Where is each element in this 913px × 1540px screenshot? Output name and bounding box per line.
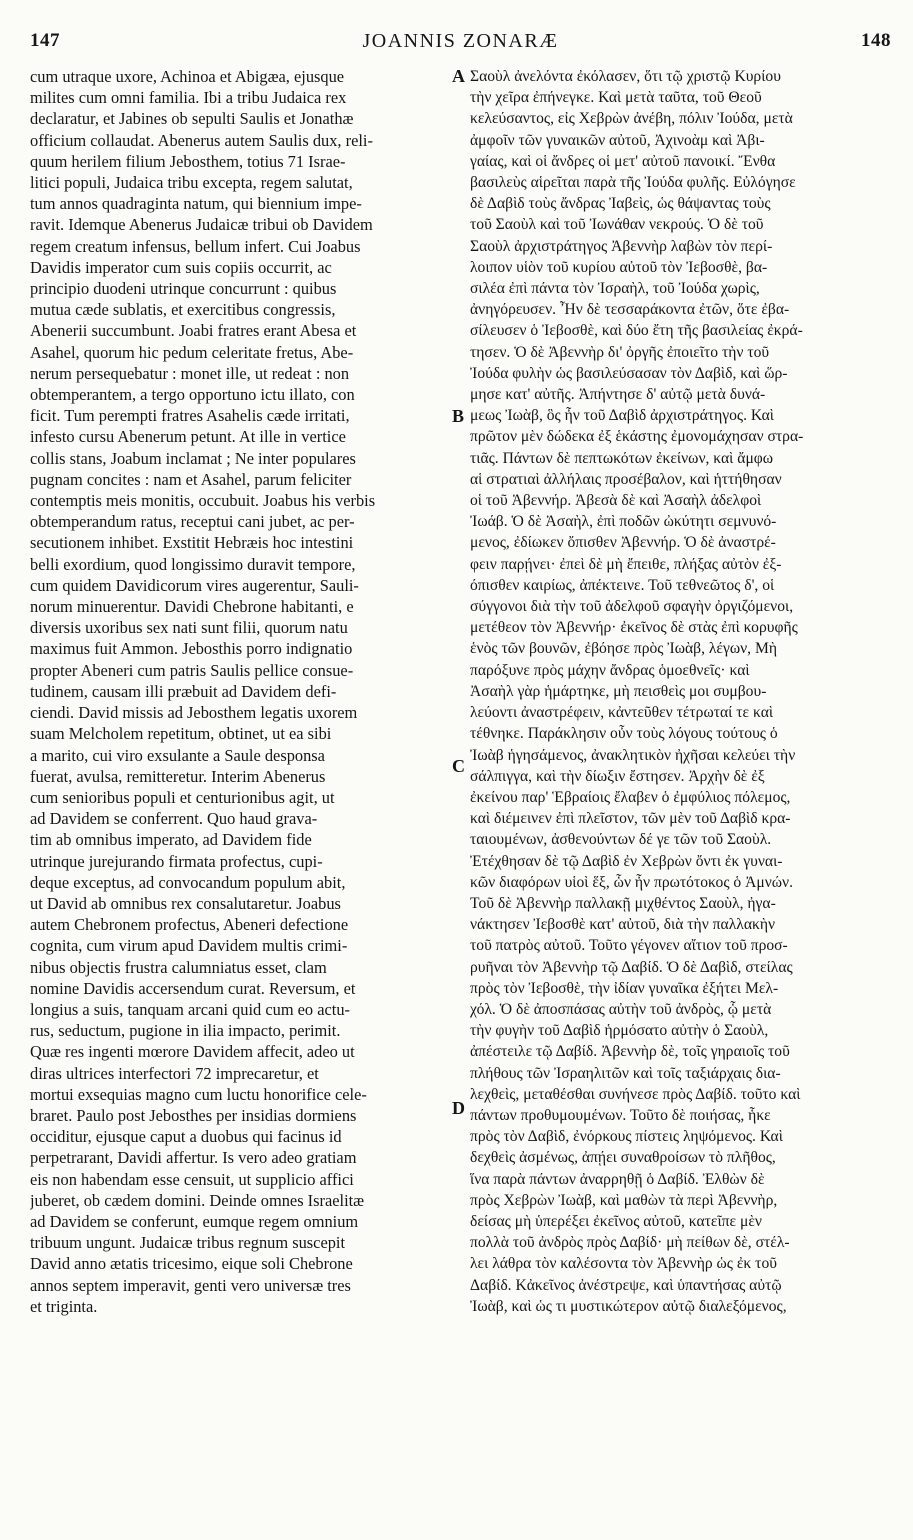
- section-marker: A: [452, 66, 465, 86]
- greek-text-line: κῶν διαφόρων υἱοὶ ἕξ, ὧν ἦν πρωτότοκος ὁ Ἀμνών.: [470, 873, 794, 891]
- greek-text-line: φειν παρῄνει· ἐπεὶ δὲ μὴ ἔπειθε, πλήξας αὐτὸν ἐξ-: [470, 555, 782, 573]
- greek-text-line: καὶ διέμεινεν ἐπὶ πλεῖστον, τῶν μὲν τοῦ Δαβὶδ κρα-: [470, 810, 791, 828]
- greek-text-line: ἑνὸς τῶν βουνῶν, ἐβόησε πρὸς Ἰωὰβ, λέγων, Μὴ: [470, 640, 778, 658]
- latin-text-line: braret. Paulo post Jebosthes per insidias dormiens: [30, 1105, 357, 1125]
- latin-text-line: cum senioribus populi et centurionibus agit, ut: [30, 787, 335, 807]
- greek-text-line: Ἰωὰβ ἡγησάμενος, ἀνακλητικὸν ἠχῆσαι κελεύει τὴν: [470, 746, 796, 764]
- greek-text-line: ἀμφοῖν τῶν γυναικῶν αὐτοῦ, Ἀχινοὰμ καὶ Ἀβι-: [470, 131, 765, 149]
- latin-text-line: ciendi. David missis ad Jebosthem legatis uxorem: [30, 703, 358, 723]
- latin-text-line: ficit. Tum perempti fratres Asahelis cæde irritati,: [30, 406, 350, 426]
- greek-text-line: τησεν. Ὁ δὲ Ἀβεννὴρ δι' ὀργῆς ἐποιεῖτο τὴν τοῦ: [470, 343, 770, 361]
- greek-text-line: πρὸς Χεβρὼν Ἰωὰβ, καὶ μαθὼν τὰ περὶ Ἀβεννὴρ,: [470, 1191, 778, 1209]
- latin-text-line: belli exordium, quod longissimo duravit tempore,: [30, 554, 356, 574]
- greek-text-line: οἱ τοῦ Ἀβεννήρ. Ἀβεσὰ δὲ καὶ Ἀσαὴλ ἀδελφοὶ: [470, 492, 762, 510]
- latin-text-line: longius a suis, tanquam arcani quid cum eo actu-: [30, 999, 350, 1019]
- latin-text-line: rus, seductum, pugione in ilia impacto, perimit.: [30, 1021, 341, 1041]
- latin-text-line: Asahel, quorum hic pedum celeritate fretus, Abe-: [30, 342, 354, 362]
- greek-text-line: Ἐτέχθησαν δὲ τῷ Δαβὶδ ἐν Χεβρὼν ὄντι ἐκ γυναι-: [470, 852, 783, 870]
- greek-text-line: πρῶτον μὲν δώδεκα ἐξ ἑκάστης ἐμονομάχησαν στρα-: [470, 428, 804, 446]
- latin-text-line: infesto cursu Abenerum petunt. At ille in vertice: [30, 427, 346, 447]
- latin-text-line: Abenerii succumbunt. Joabi fratres erant Abesa et: [30, 321, 357, 341]
- latin-text-line: norum minuerentur. Davidi Chebrone habitanti, e: [30, 597, 354, 617]
- latin-text-line: occiditur, ejusque caput a duobus qui facinus id: [30, 1127, 342, 1147]
- greek-text-line: ἵνα παρὰ πάντων ἀναρρηθῇ ὁ Δαβίδ. Ἐλθὼν δὲ: [470, 1170, 765, 1188]
- latin-text-line: cum quidem Davidicorum vires augerentur, Sauli-: [30, 575, 359, 595]
- latin-text-line: ut David ab omnibus rex consalutaretur. Joabus: [30, 893, 341, 913]
- section-marker: D: [452, 1098, 465, 1118]
- latin-text-line: suam Melcholem repetitum, obtinet, ut ea sibi: [30, 724, 332, 744]
- greek-text-line: ρυῆναι τὸν Ἀβεννὴρ τῷ Δαβίδ. Ὁ δὲ Δαβὶδ, στείλας: [470, 958, 793, 976]
- greek-text-line: τέθνηκε. Παράκλησιν οὖν τοὺς λόγους τούτους ὁ: [470, 725, 778, 743]
- section-marker-gutter: [448, 66, 470, 1486]
- greek-text-line: ταιουμένων, ἀσθενούντων δέ γε τῶν τοῦ Σαοὺλ.: [470, 831, 772, 849]
- latin-text-line: tudinem, causam illi præbuit ad Davidem defi-: [30, 681, 337, 701]
- latin-text-line: maximus fuit Ammon. Jebosthis porro indignatio: [30, 639, 353, 659]
- latin-text-line: tim ab omnibus imperato, ad Davidem fide: [30, 830, 312, 850]
- greek-text-line: Ἰωάβ. Ὁ δὲ Ἀσαὴλ, ἐπὶ ποδῶν ὠκύτητι σεμνυνό-: [470, 513, 777, 531]
- greek-text-line: χόλ. Ὁ δὲ ἀποσπάσας αὐτὴν τοῦ ἀνδρὸς, ᾧ μετὰ: [470, 1000, 772, 1018]
- greek-text-line: πρὸς τὸν Δαβὶδ, ἐνόρκους πίστεις ληψόμενος. Καὶ: [470, 1128, 783, 1146]
- greek-text-line: τιᾶς. Πάντων δὲ πεπτωκότων ἐκείνων, καὶ ἄμφω: [470, 449, 774, 467]
- greek-text-line: γαίας, καὶ οἱ ἄνδρες οἱ μετ' αὐτοῦ πανοικί. Ἔνθα: [470, 152, 776, 170]
- latin-text-line: officium collaudat. Abenerus autem Saulis dux, reli-: [30, 130, 373, 150]
- greek-text-line: Δαβίδ. Κἀκεῖνος ἀνέστρεψε, καὶ ὑπαντήσας αὐτῷ: [470, 1276, 782, 1294]
- latin-text-line: secutionem inhibet. Exstitit Hebræis hoc intestini: [30, 533, 354, 553]
- latin-text-line: eis non habendam esse censuit, ut supplicio affici: [30, 1169, 354, 1189]
- page-header: [30, 30, 891, 60]
- latin-text-line: ad Davidem se conferrent. Quo haud grava-: [30, 809, 318, 829]
- greek-text-line: μεως Ἰωὰβ, ὃς ἦν τοῦ Δαβὶδ ἀρχιστράτηγος. Καὶ: [470, 407, 774, 425]
- latin-text-line: milites cum omni familia. Ibi a tribu Judaica rex: [30, 88, 347, 108]
- latin-text-line: obtemperandum ratus, receptui cani jubet, ac per-: [30, 512, 355, 532]
- latin-text-line: pugnam concites : nam et Asahel, parum feliciter: [30, 469, 352, 489]
- latin-text-line: juberet, ob cædem domini. Deinde omnes Israelitæ: [30, 1190, 365, 1210]
- greek-text-line: βασιλεὺς αἱρεῖται παρὰ τῆς Ἰούδα φυλῆς. Εὐλόγησε: [470, 174, 796, 192]
- greek-text-line: σίλευσεν ὁ Ἰεβοσθὲ, καὶ δύο ἔτη τῆς βασιλείας ἐκρά-: [470, 322, 803, 340]
- latin-text-line: annos septem imperavit, genti vero universæ tres: [30, 1275, 351, 1295]
- greek-text-line: λοιπον υἱὸν τοῦ κυρίου αὐτοῦ τὸν Ἰεβοσθὲ, βα-: [470, 258, 768, 276]
- greek-text-line: σύγγονοι διὰ τὴν τοῦ ἀδελφοῦ σφαγὴν ὀργιζόμενοι,: [470, 598, 794, 616]
- greek-text-line: Ἀσαὴλ γὰρ ἡμάρτηκε, μὴ πεισθεὶς μοι συμβου-: [470, 682, 767, 700]
- greek-text-line: Σαοὺλ ἀρχιστράτηγος Ἀβεννὴρ λαβὼν τὸν περί-: [470, 237, 773, 255]
- latin-text-line: tribuum ungunt. Judaicæ tribus regnum suscepit: [30, 1233, 346, 1253]
- greek-text-line: λεχθεὶς, μεταθέσθαι συνήνεσε πρὸς Δαβίδ. τοῦτο καὶ: [470, 1085, 801, 1103]
- latin-text-line: diras ultrices interfectori 72 imprecaretur, et: [30, 1063, 319, 1083]
- greek-text-line: πάντων προθυμουμένων. Τοῦτο δὲ ποιήσας, ἧκε: [470, 1106, 771, 1124]
- greek-text-line: ἐκείνου παρ' Ἑβραίοις ἔλαβεν ὁ ἐμφύλιος πόλεμος,: [470, 788, 791, 806]
- latin-text-line: principio duodeni utrinque concurrunt : quibus: [30, 279, 337, 299]
- greek-text-line: Ἰωὰβ, καὶ ὡς τι μυστικώτερον αὐτῷ διαλεξόμενος,: [470, 1297, 787, 1315]
- latin-text-line: ad Davidem se conferunt, eumque regem omnium: [30, 1211, 359, 1231]
- greek-text-line: δὲ Δαβὶδ τοὺς ἄνδρας Ἰαβεὶς, ὡς θάψαντας τοὺς: [470, 195, 771, 213]
- latin-text-line: mutua cæde sublatis, et exercitibus congressis,: [30, 300, 336, 320]
- greek-text-line: πλήθους τῶν Ἰσραηλιτῶν καὶ τοῖς ταξιάρχαις δια-: [470, 1064, 781, 1082]
- greek-text-line: νάκτησεν Ἰεβοσθὲ κατ' αὐτοῦ, διὰ τὴν παλλακὴν: [470, 916, 776, 934]
- latin-text-line: regem creatum infensus, bellum infert. Cui Joabus: [30, 236, 361, 256]
- latin-text-line: contemptis meis monitis, occubuit. Joabus his verbis: [30, 491, 376, 511]
- latin-text-line: ravit. Idemque Abenerus Judaicæ tribui ob Davidem: [30, 215, 373, 235]
- greek-text-line: μησε κατ' αὐτῆς. Ἀπήντησε δ' αὐτῷ μετὰ δυνά-: [470, 386, 766, 404]
- greek-text-line: πρὸς τὸν Ἰεβοσθὲ, τὴν ἰδίαν γυναῖκα ἐξήτει Μελ-: [470, 979, 779, 997]
- latin-text-line: nomine Davidis accersendum curat. Reversum, et: [30, 978, 356, 998]
- latin-text-line: nerum persequebatur : monet ille, ut redeat : non: [30, 363, 350, 383]
- greek-text-line: λεύοντι ἀναστρέφειν, κἀντεῦθεν τέτρωταί τε καὶ: [470, 704, 774, 722]
- greek-text-line: Τοῦ δὲ Ἀβεννὴρ παλλακῇ μιχθέντος Σαοὺλ, ἠγα-: [470, 894, 776, 912]
- greek-text-line: σάλπιγγα, καὶ τὴν δίωξιν ἔστησεν. Ἀρχὴν δὲ ἐξ: [470, 767, 765, 785]
- latin-text-line: mortui exsequias magno cum luctu honorifice cele-: [30, 1084, 367, 1104]
- greek-text-line: τὴν φυγὴν τοῦ Δαβὶδ ἡρμόσατο αὐτὴν ὁ Σαοὺλ,: [470, 1022, 769, 1040]
- latin-text-line: deque exceptus, ad convocandum populum abit,: [30, 872, 346, 892]
- latin-text-line: cum utraque uxore, Achinoa et Abigæa, ejusque: [30, 67, 345, 86]
- greek-text-line: Ἰούδα φυλὴν ὡς βασιλεύσασαν τὸν Δαβὶδ, καὶ ὥρ-: [470, 364, 788, 382]
- latin-text-line: propter Abeneri cum patris Saulis pellice consue-: [30, 660, 354, 680]
- latin-text-line: utrinque jurejurando firmata profectus, cupi-: [30, 851, 323, 871]
- latin-text-line: David anno ætatis tricesimo, eique soli Chebrone: [30, 1254, 353, 1274]
- section-marker: C: [452, 756, 465, 776]
- latin-text-line: et triginta.: [30, 1296, 98, 1316]
- latin-text-line: autem Chebronem profectus, Abeneri defectione: [30, 915, 349, 935]
- greek-text-line: ἀνηγόρευσεν. Ἦν δὲ τεσσαράκοντα ἐτῶν, ὅτε ἐβα-: [470, 301, 790, 319]
- latin-text-line: Davidis imperator cum suis copiis occurrit, ac: [30, 257, 332, 277]
- section-marker: B: [452, 406, 465, 426]
- greek-text-line: τὴν χεῖρα ἐπήνεγκε. Καὶ μετὰ ταῦτα, τοῦ Θεοῦ: [470, 89, 762, 107]
- latin-text-line: a marito, cui viro exsulante a Saule desponsa: [30, 745, 325, 765]
- greek-text-line: λει λάθρα τὸν καλέσοντα τὸν Ἀβεννὴρ ὡς ἐκ τοῦ: [470, 1255, 777, 1273]
- latin-text-line: Quæ res ingenti mœrore Davidem affecit, adeo ut: [30, 1042, 355, 1062]
- latin-text-line: collis stans, Joabum inclamat ; Ne inter populares: [30, 448, 356, 468]
- latin-text-line: obtemperantem, a tergo opportuno ictu illato, con: [30, 385, 355, 405]
- greek-text-line: δείσας μὴ ὑπερέξει ἐκεῖνος αὐτοῦ, κατεῖπε μὲν: [470, 1212, 762, 1230]
- page-number-right: 148: [861, 30, 891, 51]
- latin-text-line: perpetrarant, Davidi affertur. Is vero adeo gratiam: [30, 1148, 357, 1168]
- greek-text-line: ἀπέστειλε τῷ Δαβίδ. Ἀβεννὴρ δὲ, τοῖς γηραιοῖς τοῦ: [470, 1043, 790, 1061]
- latin-text-line: cognita, cum virum apud Davidem multis crimi-: [30, 936, 348, 956]
- greek-text-line: τοῦ πατρὸς αὐτοῦ. Τοῦτο γέγονεν αἴτιον τοῦ προσ-: [470, 937, 788, 955]
- running-title: JOANNIS ZONARÆ: [362, 30, 559, 52]
- greek-text-line: κελεύσαντος, εἰς Χεβρὼν ἀνέβη, πόλιν Ἰούδα, μετὰ: [470, 110, 793, 128]
- latin-text-line: nibus objectis frustra calumniatus esset, clam: [30, 957, 327, 977]
- latin-text-line: declaratur, et Jabines ob sepulti Saulis et Jonathæ: [30, 109, 354, 129]
- latin-text-line: fuerat, avulsa, remitteretur. Interim Abenerus: [30, 766, 326, 786]
- greek-text-line: μετέθεον τὸν Ἀβεννήρ· ἐκεῖνος δὲ στὰς ἐπὶ κορυφῆς: [470, 619, 798, 637]
- latin-column: [30, 66, 448, 1317]
- greek-column: [470, 66, 892, 1317]
- greek-text-line: δεχθεὶς ἀσμένως, ἀπῄει συναθροίσων τὸ πλῆθος,: [470, 1149, 776, 1167]
- latin-text-line: litici populi, Judaica tribu excepta, regem salutat,: [30, 173, 353, 193]
- latin-text-line: diversis uxoribus sex nati sunt filii, quorum natu: [30, 618, 348, 638]
- greek-text-line: τοῦ Σαοὺλ καὶ τοῦ Ἰωνάθαν νεκρούς. Ὁ δὲ τοῦ: [470, 216, 764, 234]
- latin-text-line: tum annos quadraginta natum, qui biennium impe-: [30, 194, 362, 214]
- greek-text-line: αἱ στρατιαὶ ἀλλήλαις προσέβαλον, καὶ ἡττήθησαν: [470, 470, 782, 488]
- greek-text-line: μενος, ἐδίωκεν ὄπισθεν Ἀβεννήρ. Ὁ δὲ ἀναστρέ-: [470, 534, 776, 552]
- greek-text-line: πολλὰ τοῦ ἀνδρὸς πρὸς Δαβίδ· μὴ πείθων δὲ, στέλ-: [470, 1234, 790, 1252]
- greek-text-line: Σαοὺλ ἀνελόντα ἐκόλασεν, ὅτι τῷ χριστῷ Κυρίου: [470, 68, 781, 85]
- page-number-left: 147: [30, 30, 60, 51]
- latin-text-line: quum herilem filium Jebosthem, totius 71 Israe-: [30, 151, 346, 171]
- greek-text-line: παρόξυνε πρὸς μάχην ἄνδρας ὁμοεθνεῖς· καὶ: [470, 661, 750, 679]
- greek-text-line: σιλέα ἐπὶ πάντα τὸν Ἰσραὴλ, τοῦ Ἰούδα χωρὶς,: [470, 280, 760, 298]
- greek-text-line: όπισθεν καιρίως, ἀπέκτεινε. Τοῦ τεθνεῶτος δ', οἱ: [470, 576, 775, 594]
